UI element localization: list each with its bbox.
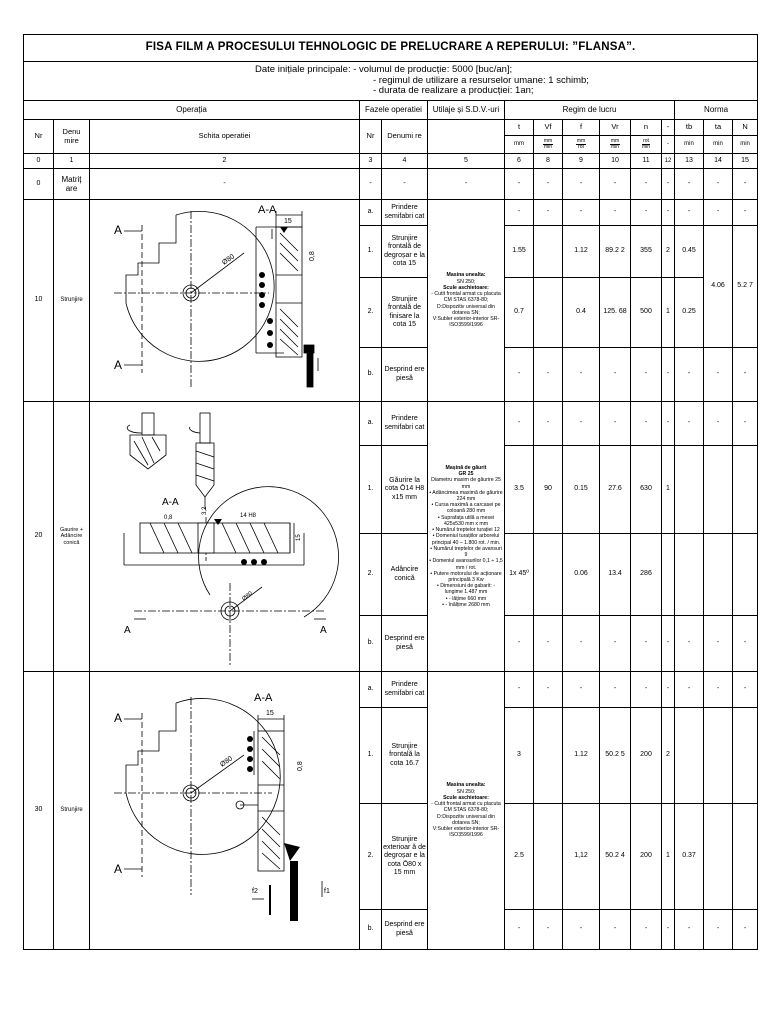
sketch-label-a-right: A (319, 624, 327, 636)
cell-n: - (631, 169, 662, 200)
cell-tb (675, 534, 704, 616)
cell-vr: 50.2 4 (600, 804, 631, 910)
cell-f: - (563, 200, 600, 226)
cell-vr: 125. 68 (600, 278, 631, 348)
op30-sdv: Masina unealta: SN 250; Scule aschietoare: - Cutit frontal armat cu placuta CM STAS 6378-80; D:Dispozitiv universal din dotarea SN; V:Subler exterior-interior SR-ISO3599/1996 (428, 672, 505, 950)
cell-vr: 89.2 2 (600, 226, 631, 278)
phase-name: Strunjire exterioar ă de degroșar e la cota Ō80 x 15 mm (382, 804, 428, 910)
index-cell: 12 (662, 154, 675, 169)
phase-nr: 2. (360, 534, 382, 616)
cell-f: - (563, 672, 600, 708)
unit-i: - (662, 136, 675, 154)
cell-ta: - (704, 200, 733, 226)
header-utilaje: Utilaje și S.D.V.-uri (428, 101, 505, 120)
op10-sdv: Masina unealta: SN 250; Scule aschietoare: - Cutit frontal armat cu placuta CM STAS 6378-80; D:Dispozitiv universal din dotarea SN; V:Subler exterior-interior SR-ISO3599/1996 (428, 200, 505, 402)
cell-f: 0.4 (563, 278, 600, 348)
phase-name: Prindere semifabri cat (382, 402, 428, 446)
turning-sketch-10 (94, 203, 356, 399)
cell-tb (675, 708, 704, 804)
header-i: - (662, 120, 675, 136)
index-cell: 14 (704, 154, 733, 169)
cell-tb: 0.25 (675, 278, 704, 348)
initial-data (24, 62, 758, 101)
phase-name: Găurire la cota Ō14 H8 x15 mm (382, 446, 428, 534)
turning-sketch-30 (94, 675, 356, 947)
cell-vr: 13.4 (600, 534, 631, 616)
header-empty (428, 120, 505, 154)
cell-n: 500 (631, 278, 662, 348)
op-nr: 0 (24, 169, 54, 200)
cell-vf (534, 804, 563, 910)
sketch-label-a-left: A (123, 624, 131, 636)
phase-nr: b. (360, 910, 382, 950)
cell-N (733, 804, 758, 910)
cell-f: - (563, 402, 600, 446)
cell-N: - (733, 616, 758, 672)
phase-name: - (382, 169, 428, 200)
cell-t: - (505, 910, 534, 950)
op-sketch-empty: - (90, 169, 360, 200)
header-vr: Vr (600, 120, 631, 136)
sketch-dim-d: Ø80 (220, 252, 236, 267)
cell-N: - (733, 672, 758, 708)
cell-tb: - (675, 348, 704, 402)
sketch-label-a-top: A (113, 222, 122, 237)
cell-f: - (563, 348, 600, 402)
cell-tb: - (675, 616, 704, 672)
phase-nr: 1. (360, 446, 382, 534)
cell-f: 1.12 (563, 226, 600, 278)
cell-tb: 0.37 (675, 804, 704, 910)
sketch-label-a-bottom: A (113, 357, 122, 372)
cell-vf: - (534, 910, 563, 950)
cell-vr: 50.2 5 (600, 708, 631, 804)
cell-f: - (563, 616, 600, 672)
index-cell: 9 (563, 154, 600, 169)
cell-t: 0.7 (505, 278, 534, 348)
cell-n: 286 (631, 534, 662, 616)
phase-name: Desprind ere piesă (382, 910, 428, 950)
unit-f: $\frac{mm}{\text{rot}}$ (563, 136, 600, 154)
cell-N: - (733, 348, 758, 402)
cell-t: - (505, 348, 534, 402)
index-cell: 3 (360, 154, 382, 169)
cell-vr: - (600, 348, 631, 402)
unit-tb: min (675, 136, 704, 154)
cell-i: 2 (662, 708, 675, 804)
cell-tb: - (675, 402, 704, 446)
op20-sketch (90, 402, 360, 672)
op-nr: 10 (24, 200, 54, 402)
sketch-label-a-top: A (113, 710, 122, 725)
cell-t: 1.55 (505, 226, 534, 278)
sheet-title: FISA FILM A PROCESULUI TEHNOLOGIC DE PRELUCRARE A REPERULUI: ”FLANSA”. (24, 35, 758, 62)
cell-vf: - (534, 616, 563, 672)
sketch-force-f2: f2 (251, 887, 258, 895)
index-cell: 4 (382, 154, 428, 169)
cell-n: - (631, 402, 662, 446)
cell-vr: - (600, 672, 631, 708)
header-fazele: Fazele operatiei (360, 101, 428, 120)
cell-t: - (505, 402, 534, 446)
cell-N: - (733, 910, 758, 950)
cell-N (733, 446, 758, 534)
sketch-dim-15: 15 (295, 533, 302, 541)
op30-sketch (90, 672, 360, 950)
cell-N: - (733, 402, 758, 446)
index-cell: 0 (24, 154, 54, 169)
phase-nr: b. (360, 616, 382, 672)
cell-vf: 90 (534, 446, 563, 534)
index-cell: 6 (505, 154, 534, 169)
cell-n: 200 (631, 804, 662, 910)
cell-tb: 0.45 (675, 226, 704, 278)
phase-name: Desprind ere piesă (382, 348, 428, 402)
cell-f: - (563, 169, 600, 200)
cell-n: 355 (631, 226, 662, 278)
cell-vr: 27.6 (600, 446, 631, 534)
sketch-section-label: A-A (253, 691, 272, 704)
cell-vf (534, 226, 563, 278)
header-denumire-faza: Denumi re (382, 120, 428, 154)
phase-nr: 1. (360, 708, 382, 804)
sketch-dim-15: 15 (265, 709, 274, 717)
cell-ta (704, 708, 733, 804)
header-nr: Nr (24, 120, 54, 154)
cell-vf (534, 534, 563, 616)
cell-N (733, 534, 758, 616)
cell-n: - (631, 616, 662, 672)
phase-nr: a. (360, 402, 382, 446)
cell-N: - (733, 169, 758, 200)
op-nr: 20 (24, 402, 54, 672)
sketch-dim-08: 0,8 (163, 514, 172, 521)
cell-ta: - (704, 169, 733, 200)
cell-f: 0.15 (563, 446, 600, 534)
header-N: N (733, 120, 758, 136)
phase-name: Strunjire frontală de degroșar e la cota 15 (382, 226, 428, 278)
cell-ta (704, 534, 733, 616)
initial-shift: - regimul de utilizare a resurselor umane: 1 schimb; (373, 74, 589, 86)
phase-name: Strunjire frontală de finisare la cota 15 (382, 278, 428, 348)
phase-name: Desprind ere piesă (382, 616, 428, 672)
phase-name: Strunjire frontală la cota 16.7 (382, 708, 428, 804)
cell-n: - (631, 910, 662, 950)
phase-nr: - (360, 169, 382, 200)
cell-ta: - (704, 910, 733, 950)
cell-i: 1 (662, 278, 675, 348)
phase-nr: 1. (360, 226, 382, 278)
cell-n: - (631, 672, 662, 708)
index-cell: 15 (733, 154, 758, 169)
cell-vf: - (534, 402, 563, 446)
sketch-dim-d: Ø80 (240, 590, 254, 603)
cell-t: - (505, 672, 534, 708)
index-cell: 13 (675, 154, 704, 169)
index-cell: 8 (534, 154, 563, 169)
cell-i (662, 534, 675, 616)
header-denumire-op: Denu mire (54, 120, 90, 154)
process-sheet (23, 34, 758, 950)
op10-sketch (90, 200, 360, 402)
cell-ta: - (704, 616, 733, 672)
sketch-label-a-bottom: A (113, 861, 122, 876)
cell-vf: - (534, 169, 563, 200)
cell-i: - (662, 402, 675, 446)
sketch-dim-14: 14 H8 (239, 512, 256, 519)
header-ta: ta (704, 120, 733, 136)
cell-ta (704, 804, 733, 910)
unit-vf: $\frac{mm}{\min}$ (534, 136, 563, 154)
index-cell: 1 (54, 154, 90, 169)
cell-vf (534, 278, 563, 348)
phase-nr: a. (360, 672, 382, 708)
sketch-dim-32: 3,2 (201, 506, 208, 515)
cell-t: 3.5 (505, 446, 534, 534)
header-t: t (505, 120, 534, 136)
cell-tb: - (675, 672, 704, 708)
cell-i: - (662, 672, 675, 708)
header-vf: Vf (534, 120, 563, 136)
initial-label: Date inițiale principale: (255, 63, 351, 75)
cell-t: 2.5 (505, 804, 534, 910)
cell-t: 1x 45º (505, 534, 534, 616)
sketch-dim-08: 0,8 (308, 250, 316, 261)
op-nr: 30 (24, 672, 54, 950)
sketch-section-label: A-A (161, 496, 179, 508)
cell-t: - (505, 200, 534, 226)
index-cell: 10 (600, 154, 631, 169)
phase-nr: a. (360, 200, 382, 226)
op-name: Strunjire (54, 672, 90, 950)
op-name: Gaurire + Adâncire conică (54, 402, 90, 672)
cell-tb: - (675, 910, 704, 950)
cell-N: 5.2 7 (733, 226, 758, 348)
phase-nr: 2. (360, 804, 382, 910)
sdv-cell: - (428, 169, 505, 200)
cell-ta (704, 446, 733, 534)
header-nr-faza: Nr (360, 120, 382, 154)
op20-sdv: Mașină de găurit GR 25 Diametru maxim de găurire 25 mm • Adâncimea maximă de găurire 224 mm • Cursa maximă a carcasei pe coloană 280 mm • Suprafața utilă a mesei 425x530 mm x mm • Numărul treptelor turației 12 • Domeniul turațiilor arborelui principal 40 – 1.800 rot. / min. • Numărul treptelor de avansuri 9 • Domeniul avansurilor 0,1 ÷ 1,5 mm / rot. • Putere motorului de acționare principală 3 Kw • Dimensiuni de gabarit: - lungime 1.487 mm • - lățime 660 mm • - înălțime 2680 mm (428, 402, 505, 672)
index-cell: 2 (90, 154, 360, 169)
cell-tb (675, 446, 704, 534)
cell-i: 1 (662, 446, 675, 534)
header-schita: Schita operatiei (90, 120, 360, 154)
cell-ta: 4.06 (704, 226, 733, 348)
cell-vr: - (600, 169, 631, 200)
cell-vf: - (534, 348, 563, 402)
cell-vr: - (600, 200, 631, 226)
initial-volume: - volumul de producție: 5000 [buc/an]; (353, 63, 513, 75)
cell-t: 3 (505, 708, 534, 804)
unit-t: mm (505, 136, 534, 154)
header-n: n (631, 120, 662, 136)
cell-n: - (631, 348, 662, 402)
cell-ta: - (704, 402, 733, 446)
cell-f: - (563, 910, 600, 950)
cell-ta: - (704, 348, 733, 402)
cell-f: 0.06 (563, 534, 600, 616)
unit-vr: $\frac{mm}{\min}$ (600, 136, 631, 154)
phase-name: Prindere semifabri cat (382, 672, 428, 708)
sketch-dim-15: 15 (283, 217, 292, 225)
cell-vr: - (600, 402, 631, 446)
cell-i: - (662, 348, 675, 402)
unit-N: min (733, 136, 758, 154)
cell-vr: - (600, 616, 631, 672)
cell-i: - (662, 910, 675, 950)
phase-nr: 2. (360, 278, 382, 348)
cell-f: 1,12 (563, 804, 600, 910)
cell-i: 1 (662, 804, 675, 910)
initial-duration: - durata de realizare a producției: 1an; (373, 85, 534, 97)
header-f: f (563, 120, 600, 136)
cell-tb: - (675, 169, 704, 200)
sketch-section-label: A-A (257, 203, 276, 216)
cell-ta: - (704, 672, 733, 708)
op-name: Strunjire (54, 200, 90, 402)
sketch-dim-08: 0,8 (296, 760, 304, 771)
cell-vf: - (534, 200, 563, 226)
phase-name: Adâncire conică (382, 534, 428, 616)
unit-n: $\frac{\text{rot}}{\min}$ (631, 136, 662, 154)
cell-vf (534, 708, 563, 804)
index-cell: 11 (631, 154, 662, 169)
cell-i: - (662, 169, 675, 200)
cell-t: - (505, 169, 534, 200)
sketch-force-f1: f1 (323, 887, 330, 895)
unit-ta: min (704, 136, 733, 154)
phase-nr: b. (360, 348, 382, 402)
cell-N: - (733, 200, 758, 226)
header-tb: tb (675, 120, 704, 136)
cell-i: 2 (662, 226, 675, 278)
header-regim: Regim de lucru (505, 101, 675, 120)
cell-i: - (662, 616, 675, 672)
cell-n: 630 (631, 446, 662, 534)
cell-vf: - (534, 672, 563, 708)
cell-vr: - (600, 910, 631, 950)
cell-n: - (631, 200, 662, 226)
cell-N (733, 708, 758, 804)
cell-i: - (662, 200, 675, 226)
drilling-sketch-20 (94, 405, 356, 669)
cell-t: - (505, 616, 534, 672)
index-cell: 5 (428, 154, 505, 169)
phase-name: Prindere semifabri cat (382, 200, 428, 226)
cell-f: 1.12 (563, 708, 600, 804)
header-operatia: Operația (24, 101, 360, 120)
op-name: Matriț are (54, 169, 90, 200)
header-norma: Norma (675, 101, 758, 120)
cell-n: 200 (631, 708, 662, 804)
cell-tb: - (675, 200, 704, 226)
sketch-dim-d: Ø80 (218, 754, 234, 769)
